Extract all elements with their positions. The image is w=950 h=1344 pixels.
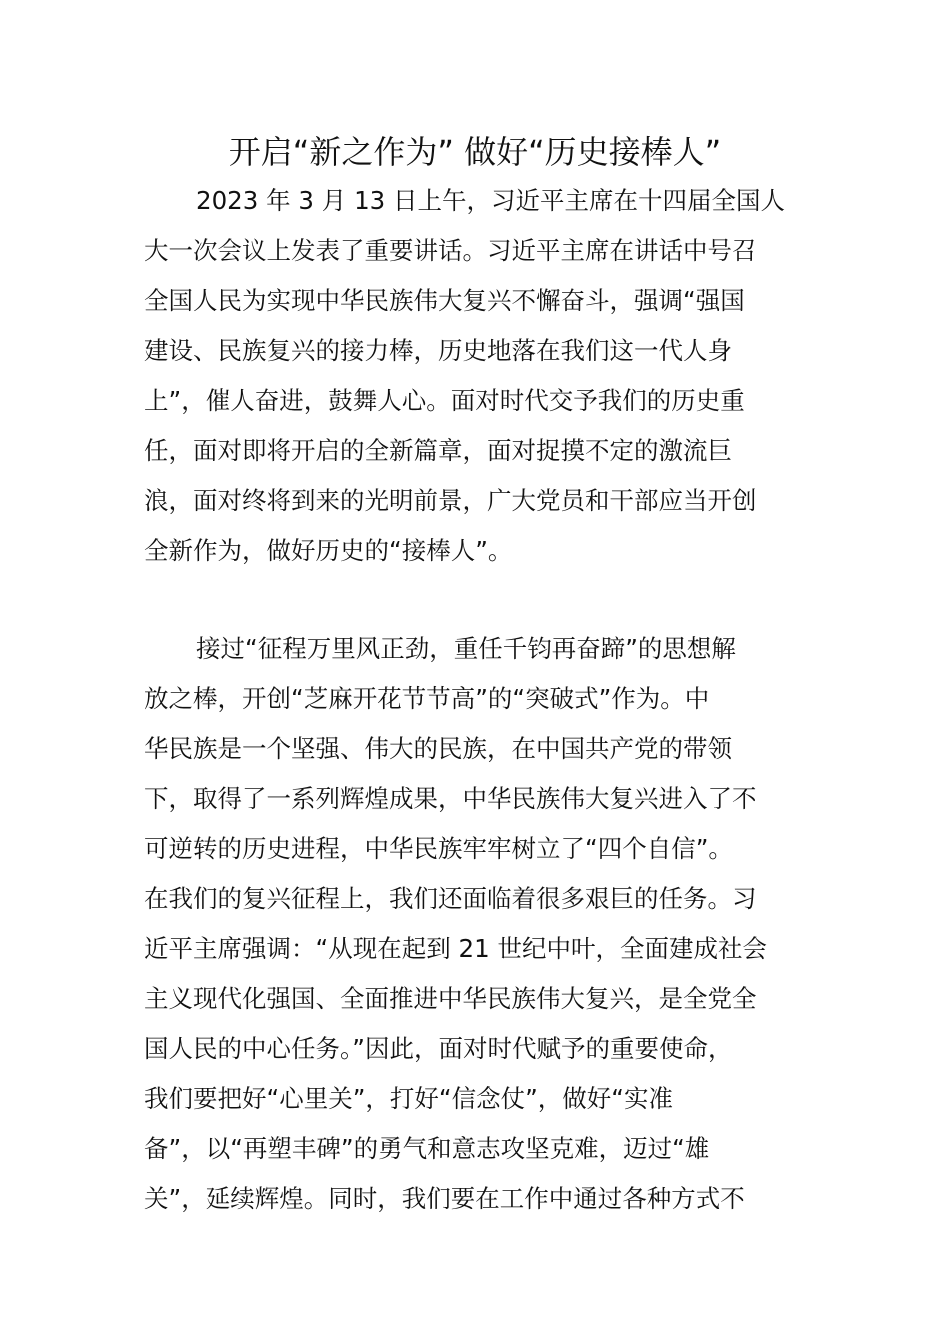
paragraph-line: 关”，延续辉煌。同时，我们要在工作中通过各种方式不: [144, 1184, 745, 1213]
paragraph-line: 下，取得了一系列辉煌成果，中华民族伟大复兴进入了不: [144, 784, 757, 813]
paragraph-line: 全新作为，做好历史的“接棒人”。: [144, 536, 513, 565]
paragraph-line: 大一次会议上发表了重要讲话。习近平主席在讲话中号召: [144, 236, 757, 265]
paragraph-line: 主义现代化强国、全面推进中华民族伟大复兴，是全党全: [144, 984, 757, 1013]
paragraph-line: 可逆转的历史进程，中华民族牢牢树立了“四个自信”。: [144, 834, 733, 863]
paragraph-line: 备”，以“再塑丰碑”的勇气和意志攻坚克难，迈过“雄: [144, 1134, 710, 1163]
paragraph-line: 接过“征程万里风正劲，重任千钧再奋蹄”的思想解: [196, 634, 736, 663]
document-title: 开启“新之作为” 做好“历史接棒人”: [228, 133, 722, 171]
paragraph-line: 2023 年 3 月 13 日上午，习近平主席在十四届全国人: [196, 186, 786, 215]
paragraph-1: [144, 176, 814, 576]
paragraph-line: 任，面对即将开启的全新篇章，面对捉摸不定的激流巨: [144, 436, 732, 465]
paragraph-line: 我们要把好“心里关”，打好“信念仗”，做好“实准: [144, 1084, 673, 1113]
paragraph-2: [144, 624, 814, 1224]
paragraph-line: 浪，面对终将到来的光明前景，广大党员和干部应当开创: [144, 486, 757, 515]
paragraph-line: 全国人民为实现中华民族伟大复兴不懈奋斗，强调“强国: [144, 286, 745, 315]
paragraph-line: 放之棒，开创“芝麻开花节节高”的“突破式”作为。中: [144, 684, 710, 713]
paragraph-line: 近平主席强调：“从现在起到 21 世纪中叶，全面建成社会: [144, 934, 767, 963]
paragraph-line: 华民族是一个坚强、伟大的民族，在中国共产党的带领: [144, 734, 732, 763]
paragraph-line: 在我们的复兴征程上，我们还面临着很多艰巨的任务。习: [144, 884, 757, 913]
paragraph-line: 国人民的中心任务。”因此，面对时代赋予的重要使命，: [144, 1034, 733, 1063]
paragraph-line: 建设、民族复兴的接力棒，历史地落在我们这一代人身: [144, 336, 732, 365]
paragraph-line: 上”，催人奋进，鼓舞人心。面对时代交予我们的历史重: [144, 386, 745, 415]
